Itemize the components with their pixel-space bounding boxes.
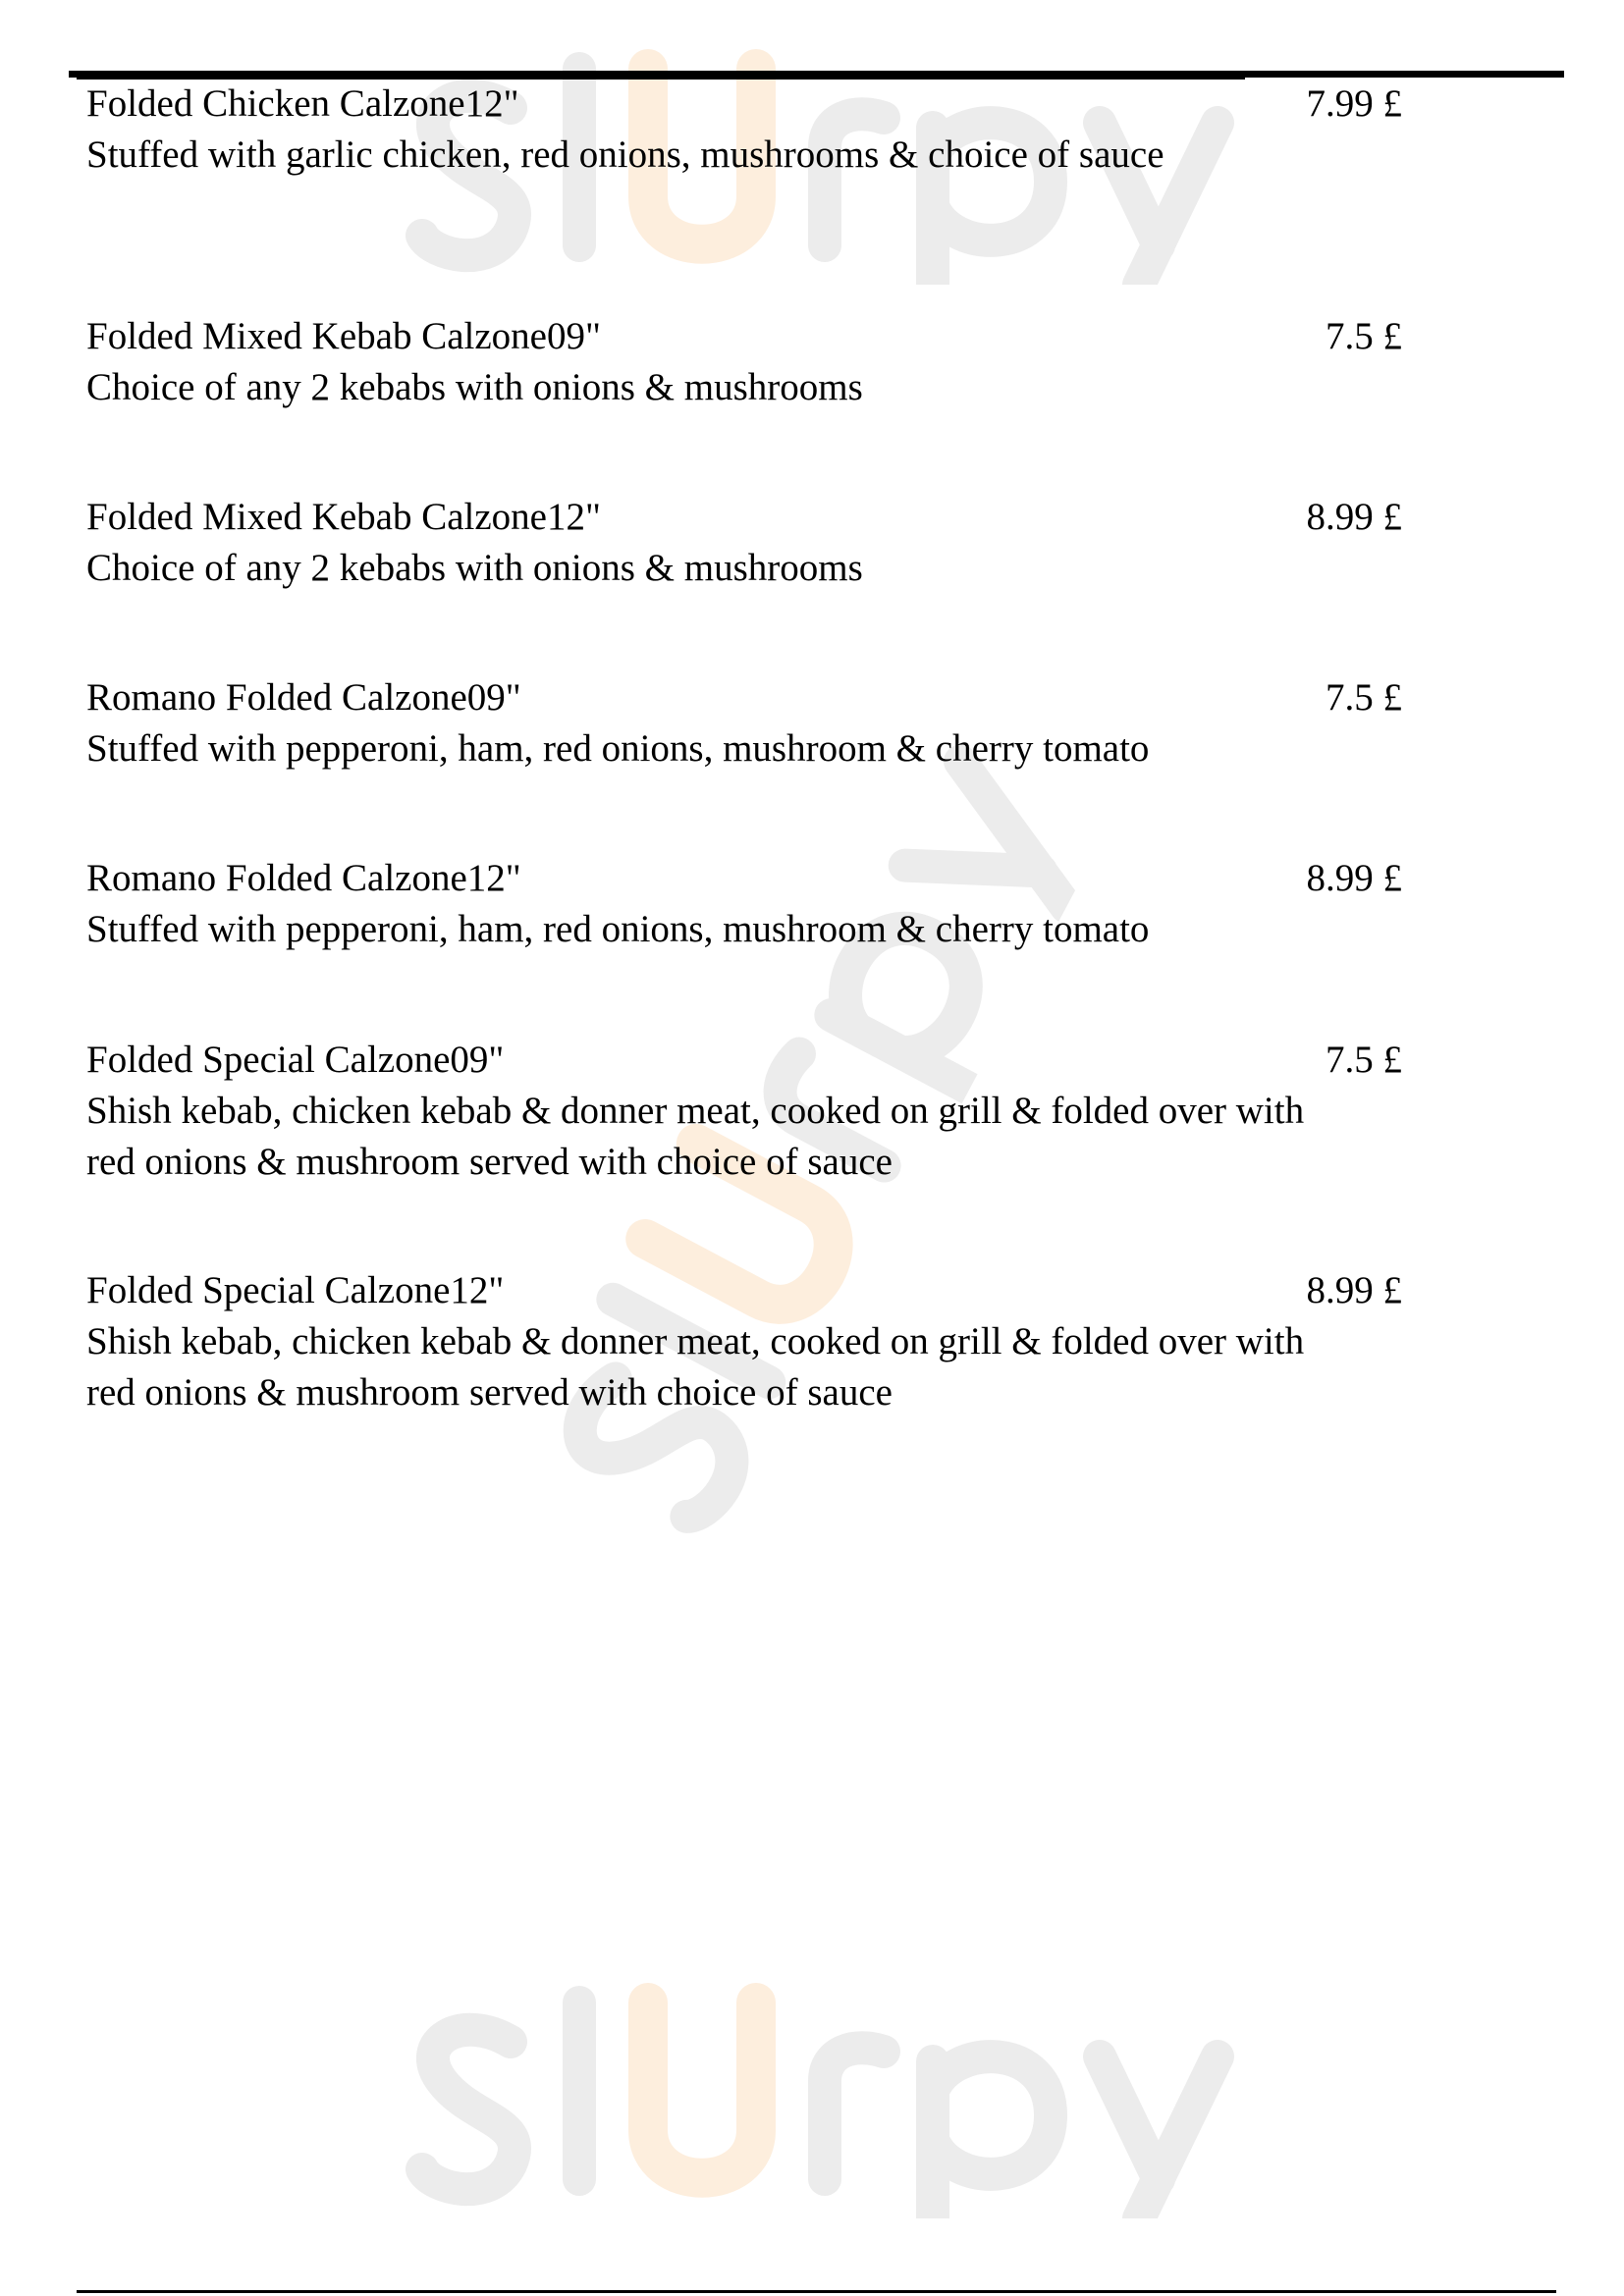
item-description: Stuffed with pepperoni, ham, red onions, mushroom & cherry tomato <box>86 908 1150 950</box>
item-description: Shish kebab, chicken kebab & donner meat, cooked on grill & folded over with red onions & mushroom served with choice of sauce <box>86 1090 1305 1183</box>
item-price: 7.5 £ <box>1326 315 1402 357</box>
item-name: Romano Folded Calzone12" <box>86 857 521 899</box>
item-price: 8.99 £ <box>1306 857 1402 899</box>
item-name: Folded Mixed Kebab Calzone12" <box>86 496 601 538</box>
bottom-rule <box>77 2290 1556 2293</box>
item-price: 7.99 £ <box>1306 82 1402 125</box>
item-price: 7.5 £ <box>1326 676 1402 719</box>
item-price: 7.5 £ <box>1326 1039 1402 1081</box>
item-price: 8.99 £ <box>1306 496 1402 538</box>
menu-item <box>86 1035 1402 1188</box>
item-description: Choice of any 2 kebabs with onions & mushrooms <box>86 366 863 408</box>
item-name: Folded Chicken Calzone12" <box>86 82 519 125</box>
top-rule <box>69 71 1564 78</box>
item-description: Stuffed with garlic chicken, red onions, mushrooms & choice of sauce <box>86 133 1164 176</box>
item-name: Folded Special Calzone12" <box>86 1269 505 1311</box>
watermark-logo <box>403 1983 1247 2218</box>
item-description: Stuffed with pepperoni, ham, red onions, mushroom & cherry tomato <box>86 727 1150 770</box>
menu-item <box>86 1265 1402 1418</box>
menu-item <box>86 79 1402 181</box>
menu-item <box>86 492 1402 594</box>
item-description: Shish kebab, chicken kebab & donner meat, cooked on grill & folded over with red onions & mushroom served with choice of sauce <box>86 1320 1305 1414</box>
menu-item <box>86 311 1402 413</box>
item-description: Choice of any 2 kebabs with onions & mushrooms <box>86 547 863 589</box>
item-price: 8.99 £ <box>1306 1269 1402 1311</box>
menu-item <box>86 672 1402 774</box>
item-name: Folded Mixed Kebab Calzone09" <box>86 315 601 357</box>
item-name: Folded Special Calzone09" <box>86 1039 505 1081</box>
menu-item <box>86 853 1402 955</box>
item-name: Romano Folded Calzone09" <box>86 676 521 719</box>
